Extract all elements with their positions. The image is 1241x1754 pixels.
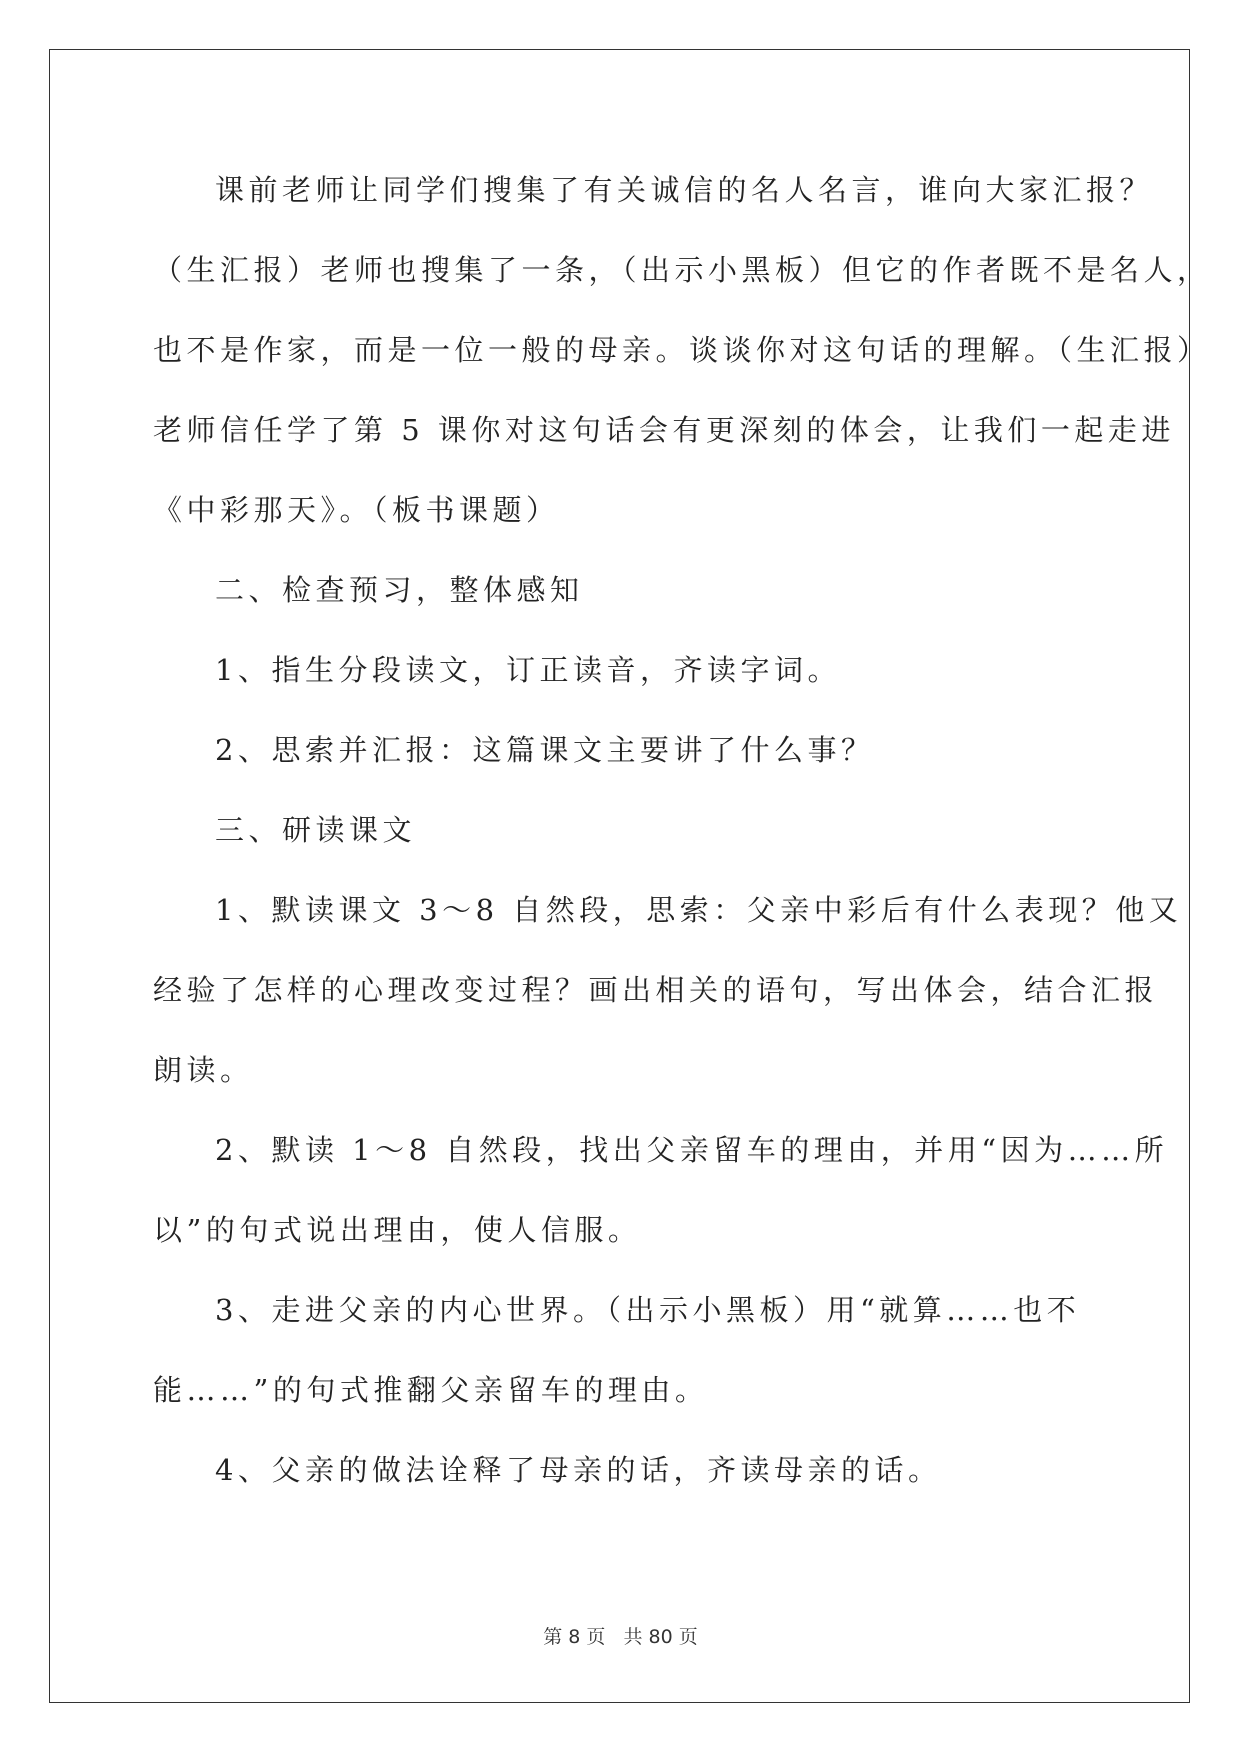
page-footer [0,1622,1241,1649]
section-heading: 三、研读课文 [215,813,417,847]
paragraph-line: 课前老师让同学们搜集了有关诚信的名人名言，谁向大家汇报？ [215,173,1154,207]
page-number-total: 共 80 页 [623,1626,698,1648]
section-heading: 二、检查预习，整体感知 [215,573,584,607]
paragraph-line: 经验了怎样的心理改变过程？画出相关的语句，写出体会，结合汇报 [153,973,1159,1007]
paragraph-line: 老师信任学了第 5 课你对这句话会有更深刻的体会，让我们一起走进 [153,413,1175,447]
paragraph-line: 朗读。 [153,1053,254,1087]
list-item: 2、默读 1～8 自然段，找出父亲留车的理由，并用“因为……所 [215,1133,1169,1167]
list-item: 1、默读课文 3～8 自然段，思索：父亲中彩后有什么表现？他又 [215,893,1183,927]
paragraph-line: 能……”的句式推翻父亲留车的理由。 [153,1373,709,1407]
page-number-current: 第 8 页 [543,1626,606,1648]
list-item: 2、思索并汇报：这篇课文主要讲了什么事？ [215,733,875,767]
list-item: 4、父亲的做法诠释了母亲的话，齐读母亲的话。 [215,1453,942,1487]
paragraph-line: 《中彩那天》。（板书课题） [153,493,560,527]
paragraph-line: 以”的句式说出理由，使人信服。 [153,1213,642,1247]
list-item: 3、走进父亲的内心世界。（出示小黑板）用“就算……也不 [215,1293,1081,1327]
paragraph-line: （生汇报）老师也搜集了一条，（出示小黑板）但它的作者既不是名人， [153,253,1211,287]
paragraph-line: 也不是作家，而是一位一般的母亲。谈谈你对这句话的理解。（生汇报） [153,333,1211,367]
list-item: 1、指生分段读文，订正读音，齐读字词。 [215,653,841,687]
